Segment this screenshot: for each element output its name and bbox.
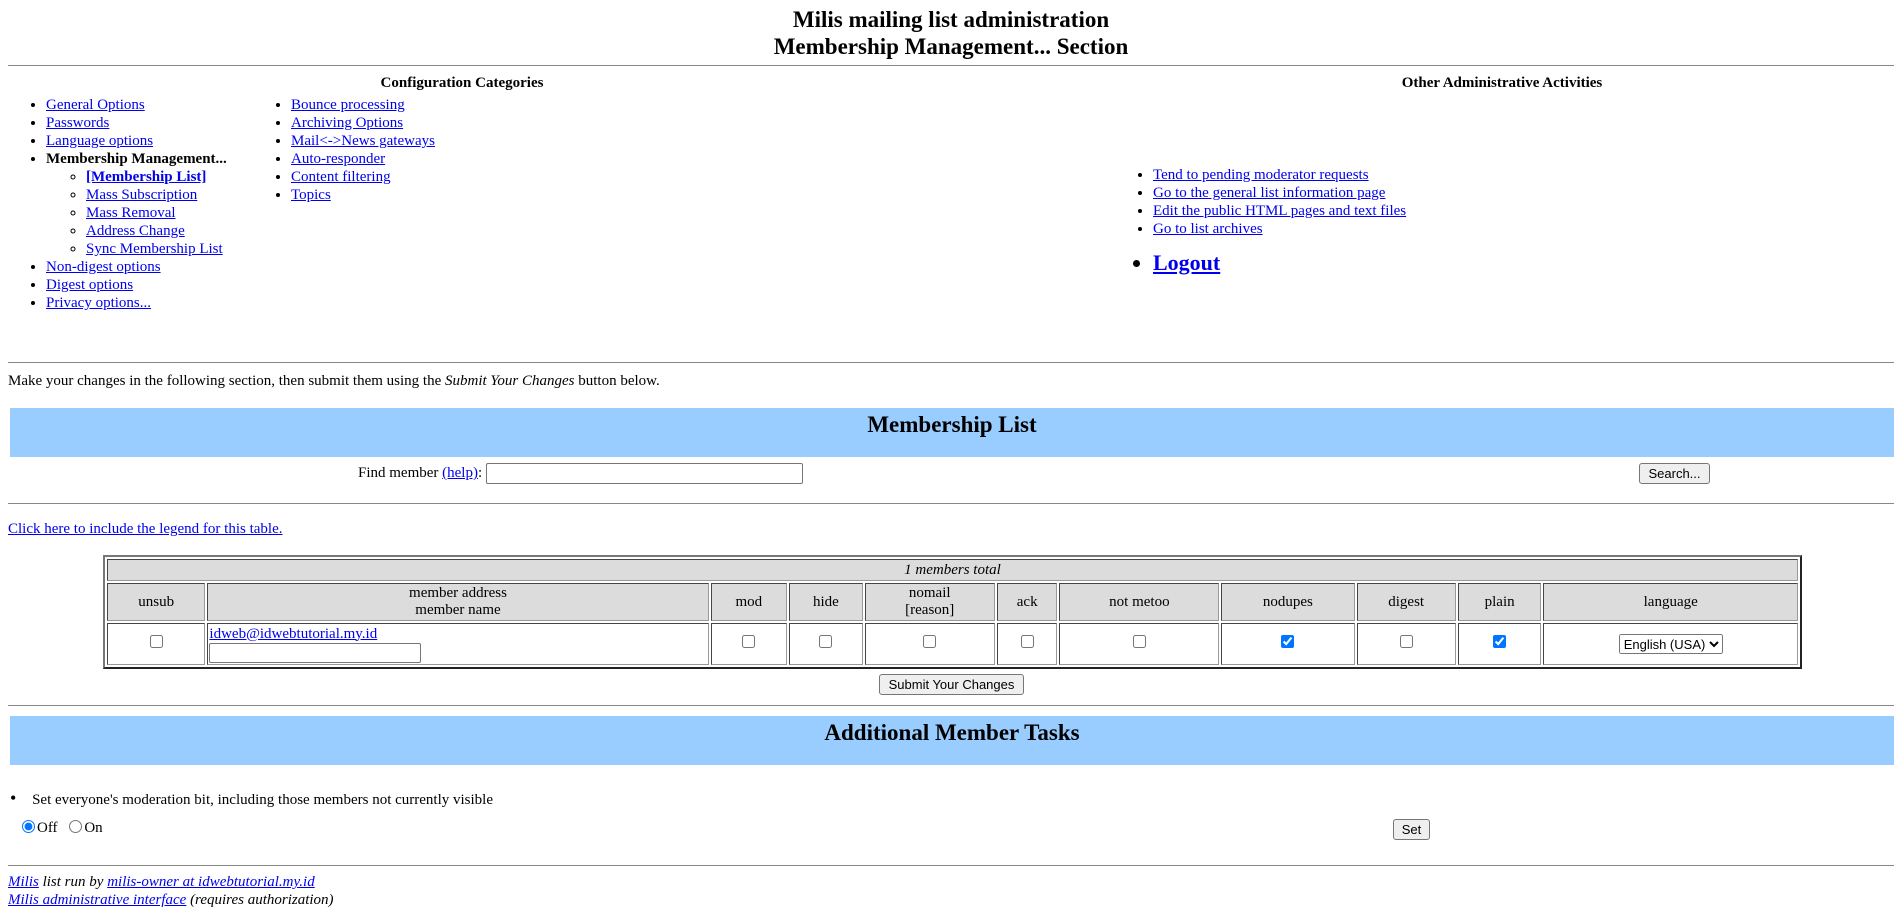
moderation-off-label: Off [37, 820, 58, 836]
member-name-input[interactable] [209, 643, 421, 663]
link-mass-subscription[interactable]: Mass Subscription [86, 187, 198, 203]
link-mail-news-gateways[interactable]: Mail<->News gateways [291, 133, 435, 149]
col-header-unsub: unsub [107, 583, 205, 621]
config-item [46, 276, 230, 294]
config-item [46, 96, 230, 114]
link-passwords[interactable]: Passwords [46, 115, 110, 131]
config-item [291, 150, 475, 168]
col-header-nomail-line1: nomail [908, 585, 951, 601]
current-category-membership-management: Membership Management... [46, 151, 227, 167]
config-categories-heading: Configuration Categories [380, 75, 544, 91]
moderation-radio-group [20, 820, 103, 837]
config-list-1 [0, 96, 230, 312]
milis-link[interactable]: Milis [8, 874, 39, 890]
cell-nomail [865, 623, 995, 665]
page-title-line2: Membership Management... Section [773, 34, 1129, 59]
moderation-off-option[interactable] [20, 820, 58, 836]
col-header-nomail-line2: [reason] [905, 602, 955, 618]
cell-plain [1458, 623, 1542, 665]
ack-checkbox[interactable] [1021, 635, 1034, 648]
find-member-help-link[interactable]: (help) [442, 464, 478, 481]
admin-item [1153, 166, 1505, 184]
link-pending-moderator-requests[interactable]: Tend to pending moderator requests [1153, 167, 1369, 183]
link-content-filtering[interactable]: Content filtering [291, 169, 391, 185]
col-header-address-line2: member name [415, 602, 501, 618]
membership-list-heading: Membership List [867, 412, 1037, 437]
link-list-archives[interactable]: Go to list archives [1153, 221, 1263, 237]
divider [8, 362, 1894, 363]
digest-checkbox[interactable] [1400, 635, 1413, 648]
link-topics[interactable]: Topics [291, 187, 331, 203]
nodupes-checkbox[interactable] [1281, 635, 1294, 648]
config-item [46, 132, 230, 150]
set-moderation-button[interactable]: Set [1393, 819, 1430, 840]
link-address-change[interactable]: Address Change [86, 223, 185, 239]
link-digest-options[interactable]: Digest options [46, 277, 134, 293]
hide-checkbox[interactable] [819, 635, 832, 648]
config-item [46, 150, 230, 258]
link-general-options[interactable]: General Options [46, 97, 145, 113]
moderation-on-option[interactable] [67, 820, 102, 836]
cell-digest [1357, 623, 1456, 665]
footer [8, 873, 334, 909]
config-item [291, 186, 475, 204]
admin-item [1153, 220, 1505, 238]
col-header-digest: digest [1357, 583, 1456, 621]
link-bounce-processing[interactable]: Bounce processing [291, 97, 405, 113]
divider [8, 65, 1894, 66]
bullet: • [10, 788, 17, 808]
unsub-checkbox[interactable] [150, 635, 163, 648]
admin-item [1153, 184, 1505, 202]
language-select[interactable] [1619, 634, 1723, 654]
link-general-list-info[interactable]: Go to the general list information page [1153, 185, 1386, 201]
intro-emphasis: Submit Your Changes [445, 373, 575, 389]
config-item [46, 294, 230, 312]
config-item [46, 258, 230, 276]
membership-list-header [10, 408, 1894, 457]
link-non-digest-options[interactable]: Non-digest options [46, 259, 161, 275]
membership-submenu [46, 168, 230, 258]
config-item [291, 114, 475, 132]
link-archiving-options[interactable]: Archiving Options [291, 115, 404, 131]
find-member-label: Find member [358, 464, 443, 481]
col-header-nomail [865, 583, 995, 621]
intro-text [8, 373, 660, 390]
member-email-link[interactable]: idweb@idwebtutorial.my.id [209, 625, 378, 642]
col-header-hide: hide [789, 583, 863, 621]
submenu-item [86, 168, 230, 186]
page-title-line1: Milis mailing list administration [792, 7, 1110, 32]
moderation-text: Set everyone's moderation bit, including those members not currently visible [32, 792, 493, 808]
owner-link[interactable]: milis-owner at idwebtutorial.my.id [107, 874, 315, 890]
moderation-task [10, 788, 493, 809]
intro-after: button below. [574, 373, 660, 389]
col-header-mod: mod [711, 583, 788, 621]
legend-link[interactable]: Click here to include the legend for this table. [8, 521, 283, 537]
admin-item [1153, 250, 1505, 276]
logout-link[interactable]: Logout [1153, 250, 1221, 275]
members-table [103, 555, 1802, 669]
admin-activities-heading: Other Administrative Activities [1401, 75, 1603, 91]
col-header-plain: plain [1458, 583, 1542, 621]
moderation-on-radio[interactable] [69, 820, 82, 833]
additional-tasks-header [10, 716, 1894, 765]
cell-hide [789, 623, 863, 665]
col-header-address-line1: member address [409, 585, 507, 601]
footer-admin-note: (requires authorization) [186, 892, 334, 908]
divider [8, 503, 1894, 504]
search-button[interactable]: Search... [1639, 463, 1710, 484]
config-item [291, 96, 475, 114]
find-member-input[interactable] [486, 463, 803, 484]
link-mass-removal[interactable]: Mass Removal [86, 205, 176, 221]
submenu-item [86, 204, 230, 222]
link-auto-responder[interactable]: Auto-responder [291, 151, 386, 167]
submenu-item [86, 222, 230, 240]
not-metoo-checkbox[interactable] [1133, 635, 1146, 648]
nomail-checkbox[interactable] [923, 635, 936, 648]
cell-not-metoo [1059, 623, 1219, 665]
link-membership-list[interactable]: [Membership List] [86, 169, 207, 185]
cell-address [207, 623, 708, 665]
col-header-language: language [1543, 583, 1798, 621]
submit-changes-button[interactable]: Submit Your Changes [879, 674, 1024, 695]
admin-item [1153, 202, 1505, 220]
footer-list-run-by: list run by [38, 874, 108, 890]
link-language-options[interactable]: Language options [46, 133, 154, 149]
link-sync-membership-list[interactable]: Sync Membership List [86, 241, 223, 257]
mod-checkbox[interactable] [742, 635, 755, 648]
additional-tasks-heading: Additional Member Tasks [824, 720, 1080, 745]
admin-list [1105, 166, 1505, 276]
moderation-off-radio[interactable] [22, 820, 35, 833]
cell-unsub [107, 623, 205, 665]
cell-nodupes [1221, 623, 1354, 665]
cell-ack [997, 623, 1058, 665]
col-header-address [207, 583, 708, 621]
link-privacy-options[interactable]: Privacy options... [46, 295, 151, 311]
submenu-item [86, 186, 230, 204]
config-item [291, 168, 475, 186]
col-header-not-metoo: not metoo [1059, 583, 1219, 621]
config-column-1 [0, 96, 230, 312]
submenu-item [86, 240, 230, 258]
page-title [0, 6, 1902, 60]
config-column-2 [245, 96, 475, 204]
plain-checkbox[interactable] [1493, 635, 1506, 648]
config-item [46, 114, 230, 132]
table-row [107, 623, 1798, 665]
cell-language [1543, 623, 1798, 665]
cell-mod [711, 623, 788, 665]
find-member-colon: : [477, 464, 483, 481]
find-member [358, 463, 803, 484]
link-edit-html-pages[interactable]: Edit the public HTML pages and text files [1153, 203, 1407, 219]
divider [8, 865, 1894, 866]
col-header-ack: ack [997, 583, 1058, 621]
intro-before: Make your changes in the following section, then submit them using the [8, 373, 446, 389]
admin-interface-link[interactable]: Milis administrative interface [8, 892, 187, 908]
moderation-on-label: On [84, 820, 103, 836]
members-total: 1 members total [107, 559, 1798, 581]
admin-activities [1105, 166, 1505, 276]
config-list-2 [245, 96, 475, 204]
config-item [291, 132, 475, 150]
divider [8, 705, 1894, 706]
col-header-nodupes: nodupes [1221, 583, 1354, 621]
